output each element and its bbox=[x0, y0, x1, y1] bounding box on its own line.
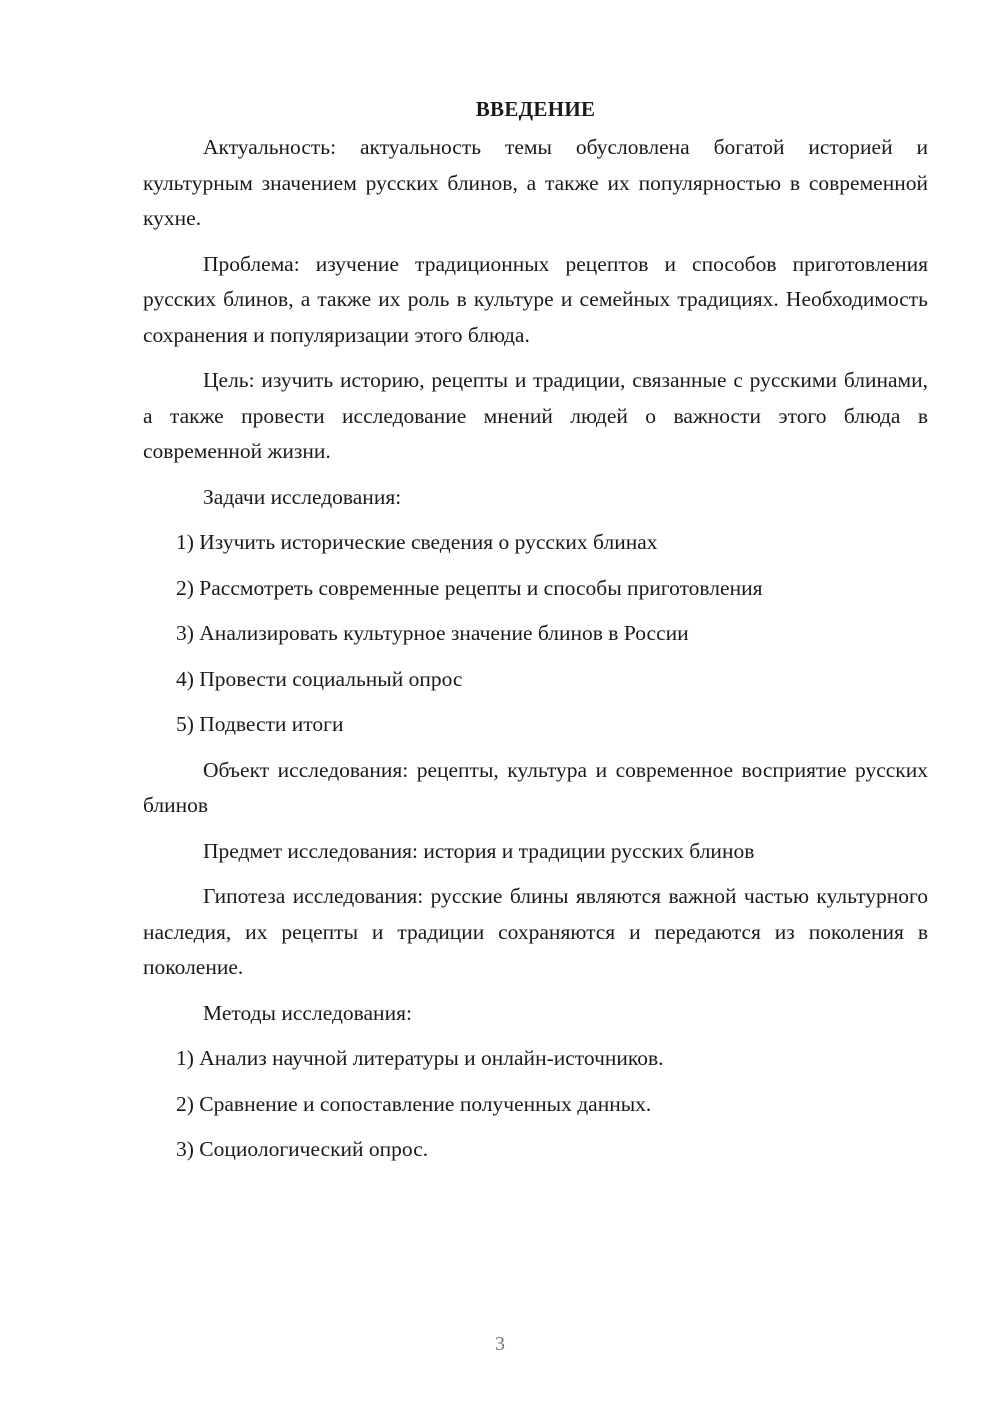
hypothesis-paragraph: Гипотеза исследования: русские блины являются важной частью культурного наследия, их рецепты и традиции сохраняются и передаются из поколения в поколение. bbox=[143, 884, 928, 979]
problem-paragraph: Проблема: изучение традиционных рецептов и способов приготовления русских блинов, а также их роль в культуре и семейных традициях. Необходимость сохранения и популяризации этого блюда. bbox=[143, 251, 928, 347]
goal-paragraph: Цель: изучить историю, рецепты и традиции, связанные с русскими блинами, а также провести исследование мнений людей о важности этого блюда в современной жизни. bbox=[143, 368, 928, 463]
tasks-heading: Задачи исследования: bbox=[203, 484, 402, 509]
method-item: 3) Социологический опрос. bbox=[176, 1137, 429, 1161]
methods-heading: Методы исследования: bbox=[203, 1000, 412, 1025]
task-item: 5) Подвести итоги bbox=[176, 712, 344, 736]
method-item: 1) Анализ научной литературы и онлайн-источников. bbox=[176, 1046, 664, 1070]
task-item: 2) Рассмотреть современные рецепты и способы приготовления bbox=[176, 575, 763, 600]
task-item: 4) Провести социальный опрос bbox=[176, 666, 463, 691]
method-item: 2) Сравнение и сопоставление полученных данных. bbox=[176, 1091, 652, 1116]
document-page bbox=[143, 94, 928, 1178]
section-title: ВВЕДЕНИЕ bbox=[475, 97, 596, 121]
page-number: 3 bbox=[495, 1333, 505, 1355]
subject-paragraph: Предмет исследования: история и традиции русских блинов bbox=[203, 838, 755, 863]
task-item: 1) Изучить исторические сведения о русских блинах bbox=[176, 530, 658, 554]
task-item: 3) Анализировать культурное значение блинов в России bbox=[176, 621, 689, 645]
object-paragraph: Объект исследования: рецепты, культура и современное восприятие русских блинов bbox=[143, 757, 928, 817]
relevance-paragraph: Актуальность: актуальность темы обусловлена богатой историей и культурным значением русских блинов, а также их популярностью в современной кухне. bbox=[143, 135, 928, 230]
